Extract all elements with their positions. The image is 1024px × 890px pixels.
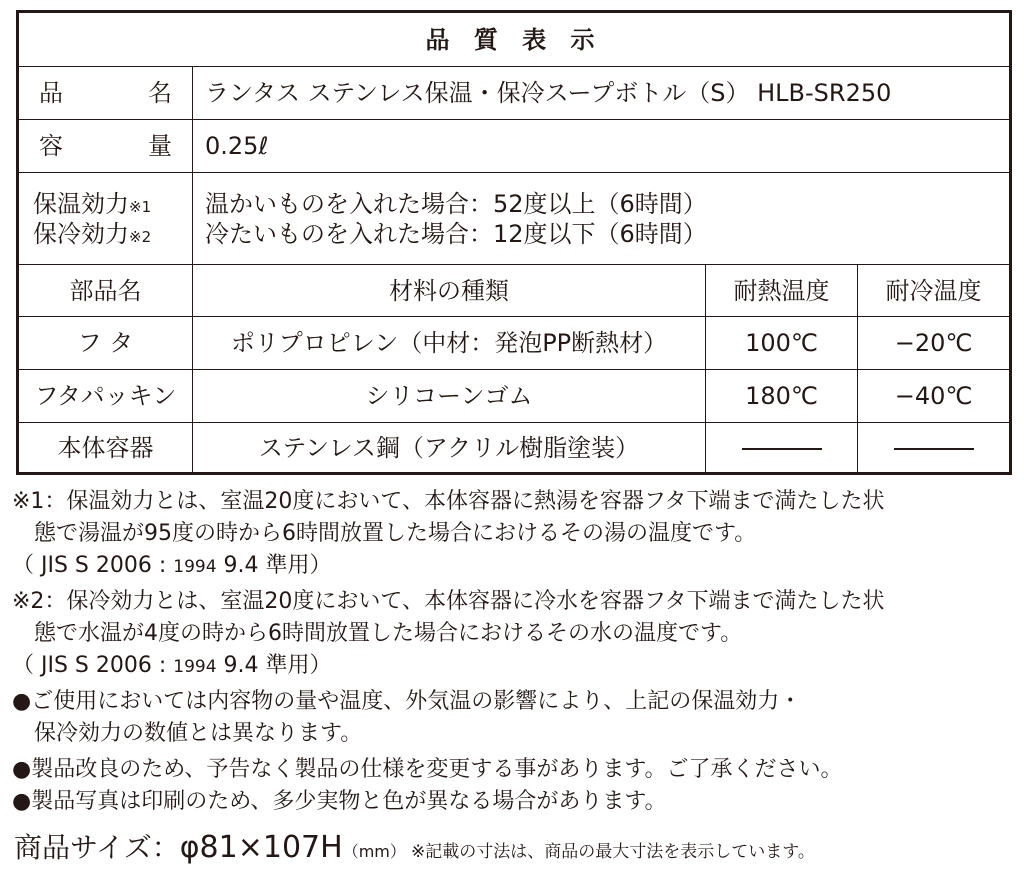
efficiency-value: [193, 173, 1011, 265]
material-cell: ポリプロピレン（中材：発泡PP断熱材）: [193, 317, 706, 370]
note-2-ref: （ JIS S 2006 : 1994 9.4 準用）: [12, 653, 332, 678]
header-material: 材料の種類: [193, 265, 706, 317]
bullet-1-line-1: ●ご使用においては内容物の量や温度、外気温の影響により、上記の保温効力・: [12, 689, 802, 714]
header-heat: 耐熱温度: [706, 265, 858, 317]
note-1-line-1: ※1：保温効力とは、室温20度において、本体容器に熱湯を容器フタ下端まで満たした状: [12, 489, 885, 514]
part-cell: 本体容器: [18, 423, 193, 474]
note-2-line-2: 態で水温が4度の時から6時間放置した場合におけるその水の温度です。: [12, 621, 743, 646]
size-value: φ81×107H: [179, 830, 343, 865]
size-note: ※記載の寸法は、商品の最大寸法を表示しています。: [410, 842, 815, 862]
dash-mark: [894, 448, 974, 450]
quality-label-table: [16, 10, 1012, 475]
cold-cell-empty: [858, 423, 1011, 474]
table-row: [18, 423, 1011, 474]
product-size: [14, 826, 815, 866]
capacity-label: 容 量: [18, 120, 193, 173]
bullet-2: ●製品改良のため、予告なく製品の仕様を変更する事があります。ご了承ください。: [12, 757, 843, 782]
table-row: [18, 370, 1011, 423]
table-title: 品 質 表 示: [18, 12, 1011, 67]
heat-cell-empty: [706, 423, 858, 474]
product-name-value: ランタス ステンレス保温・保冷スープボトル（S） HLB-SR250: [193, 67, 1011, 120]
material-cell: ステンレス鋼（アクリル樹脂塗装）: [193, 423, 706, 474]
efficiency-label: 保温効力※1 保冷効力※2: [18, 173, 193, 265]
dash-mark: [742, 448, 822, 450]
capacity-value: 0.25ℓ: [193, 120, 1011, 173]
cold-cell: −20℃: [858, 317, 1011, 370]
note-1-ref: （ JIS S 2006 : 1994 9.4 準用）: [12, 553, 332, 578]
material-cell: シリコーンゴム: [193, 370, 706, 423]
part-cell: フタパッキン: [18, 370, 193, 423]
product-name-label: 品 名: [18, 67, 193, 120]
size-label: 商品サイズ：: [14, 831, 180, 864]
size-unit: （mm）: [342, 842, 406, 861]
header-part: 部品名: [18, 265, 193, 317]
cold-retention-value: 冷たいものを入れた場合：12度以下（6時間）: [205, 219, 707, 248]
note-2-line-1: ※2：保冷効力とは、室温20度において、本体容器に冷水を容器フタ下端まで満たした状: [12, 589, 885, 614]
table-row: [18, 317, 1011, 370]
part-cell: フ タ: [18, 317, 193, 370]
note-1-line-2: 態で湯温が95度の時から6時間放置した場合におけるその湯の温度です。: [12, 521, 757, 546]
heat-cell: 180℃: [706, 370, 858, 423]
cold-cell: −40℃: [858, 370, 1011, 423]
header-cold: 耐冷温度: [858, 265, 1011, 317]
heat-cell: 100℃: [706, 317, 858, 370]
bullet-3: ●製品写真は印刷のため、多少実物と色が異なる場合があります。: [12, 789, 667, 814]
bullet-1-line-2: 保冷効力の数値とは異なります。: [12, 721, 363, 746]
heat-retention-value: 温かいものを入れた場合：52度以上（6時間）: [205, 189, 707, 218]
